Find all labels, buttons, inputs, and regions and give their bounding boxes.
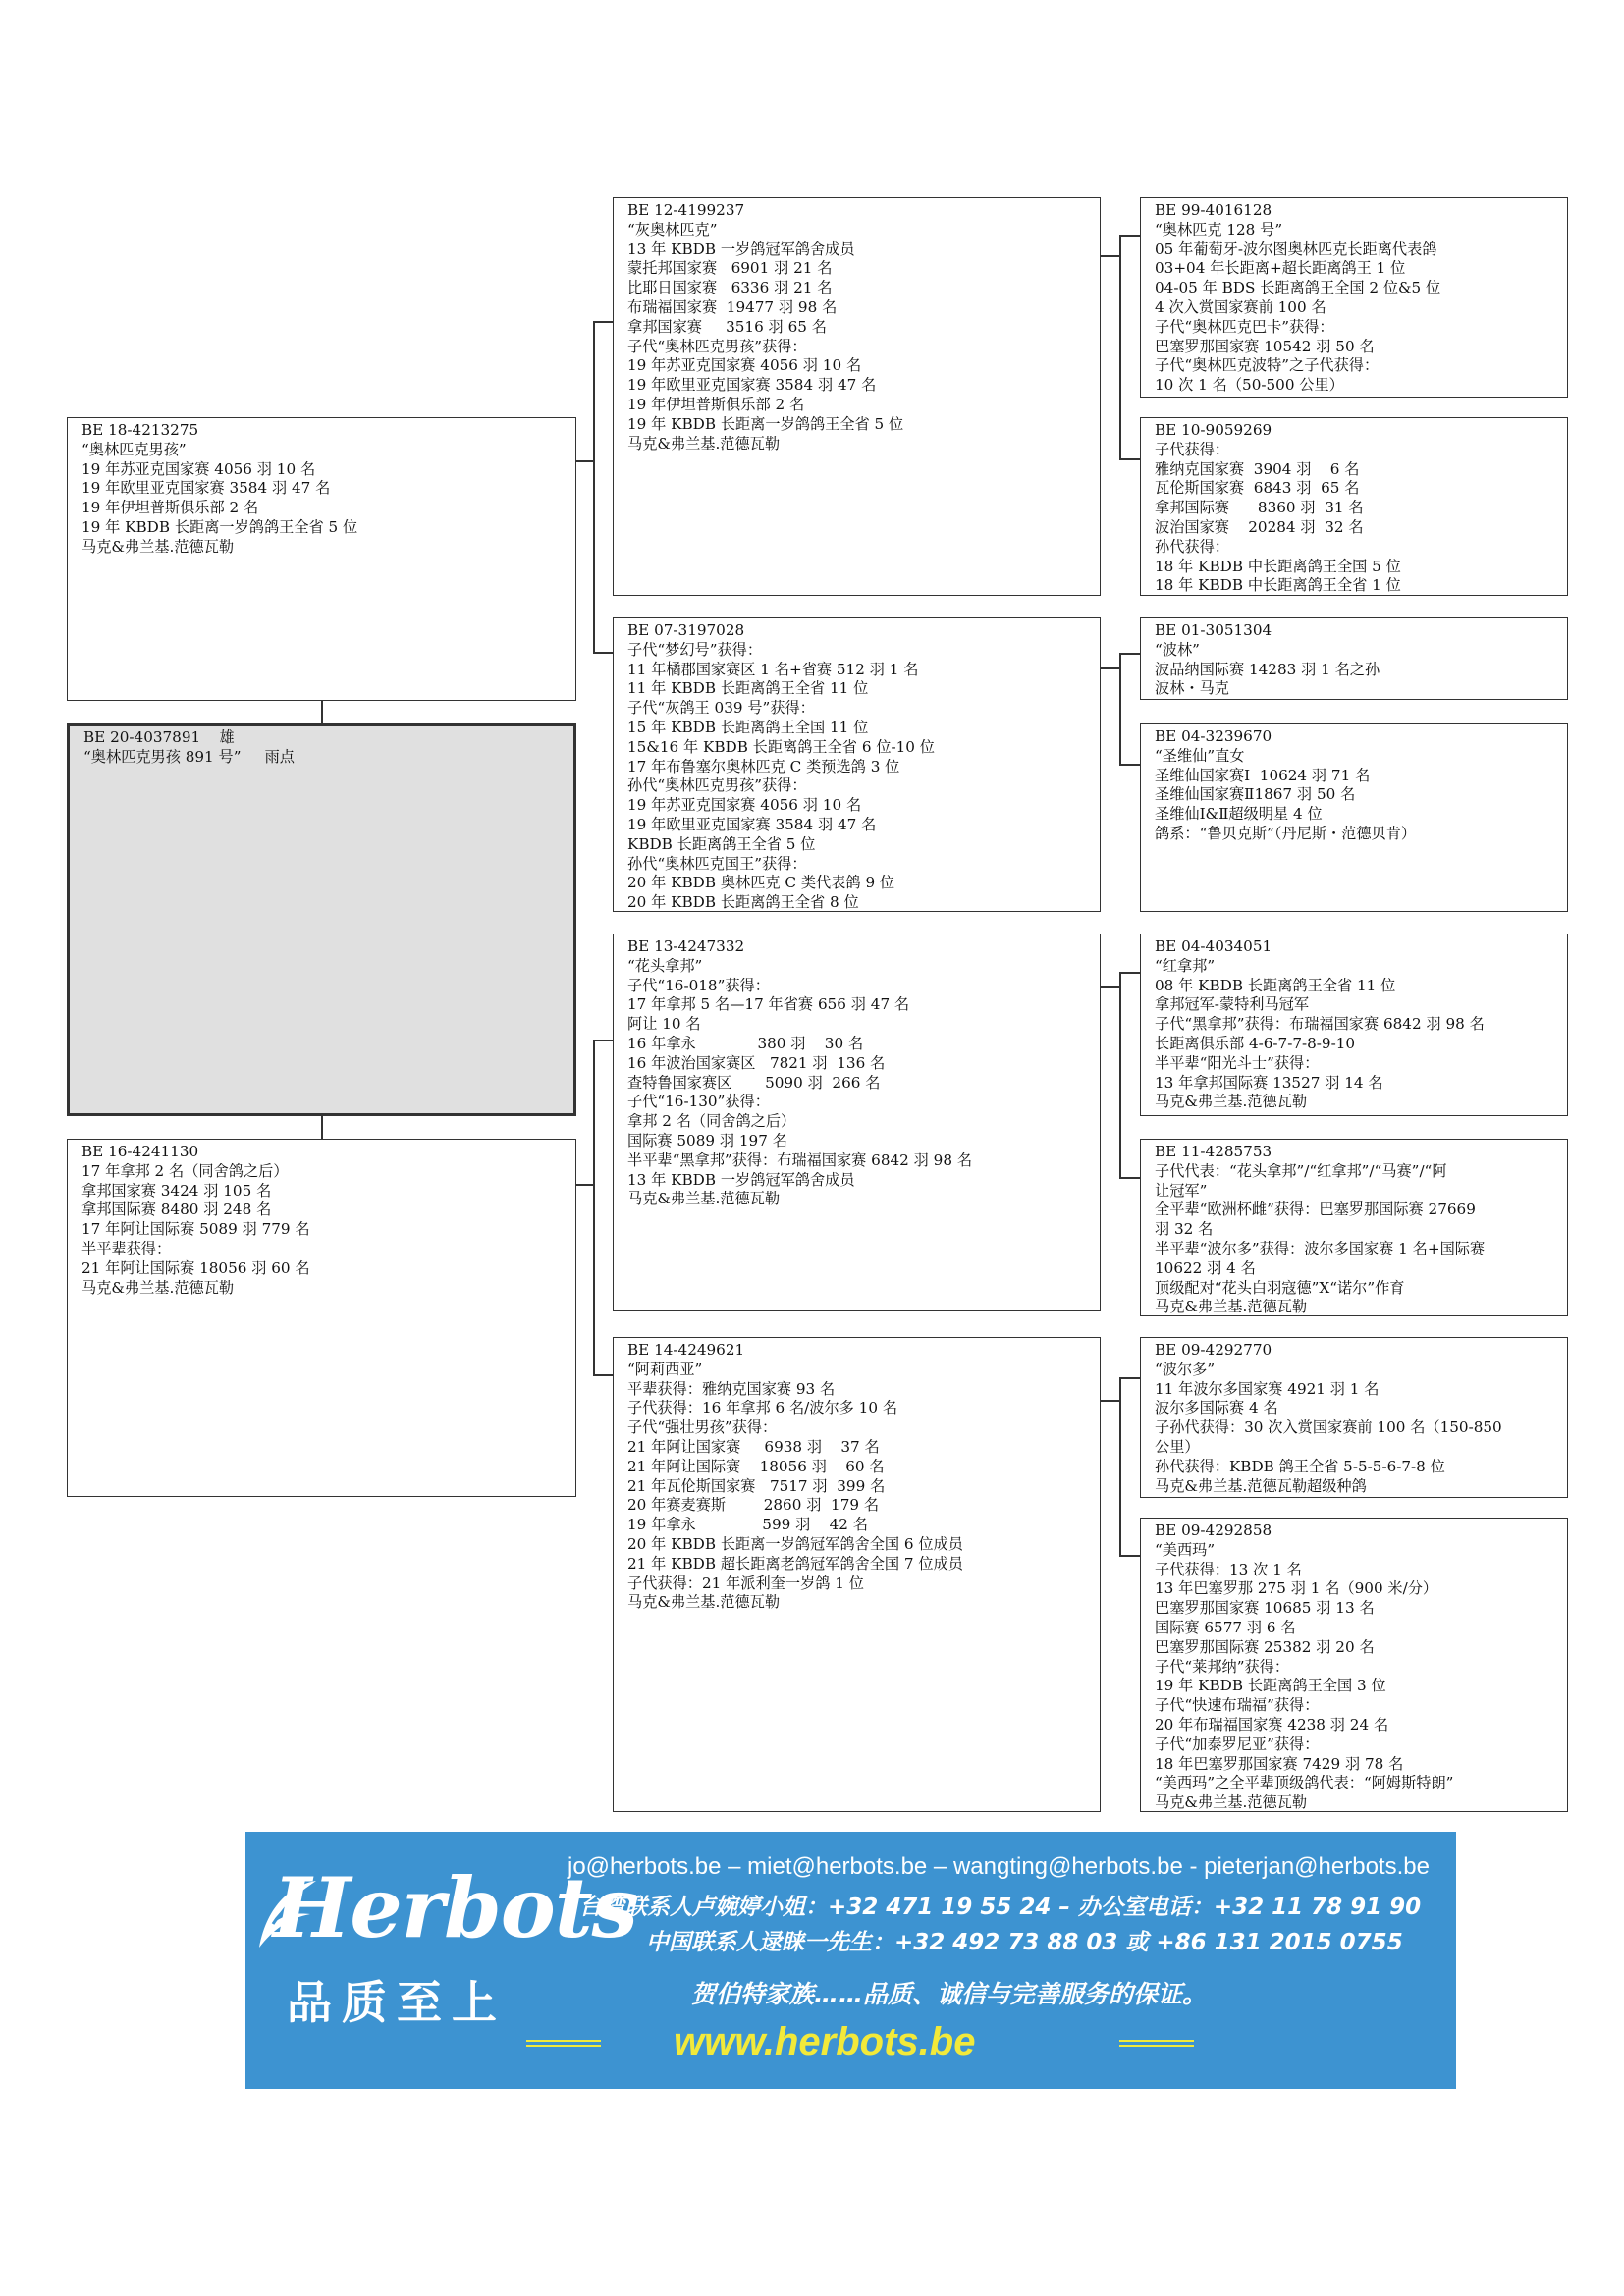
pedigree-line: 19 年 KBDB 长距离一岁鸽鸽王全省 5 位 (81, 517, 358, 536)
pedigree-line: 马克&弗兰基.范德瓦勒 (1155, 1793, 1308, 1812)
pedigree-line: 17 年拿邦 5 名—17 年省赛 656 羽 47 名 (627, 995, 910, 1014)
pedigree-line: 21 年阿让国际赛 18056 羽 60 名 (627, 1457, 885, 1475)
pedigree-line: 波林・马克 (1155, 679, 1229, 698)
pedigree-dam-dam-box (613, 1337, 1101, 1812)
pedigree-sds-box (1140, 617, 1568, 700)
ring-number: BE 13-4247332 (627, 937, 745, 955)
pedigree-line: 半平辈“黑拿邦”获得：布瑞福国家赛 6842 羽 98 名 (627, 1150, 973, 1169)
pedigree-line: “波林” (1155, 640, 1200, 659)
pedigree-line: 子代“16-018”获得： (627, 976, 770, 994)
pedigree-line: 平辈获得：雅纳克国家赛 93 名 (627, 1379, 836, 1398)
connector-line (321, 1116, 323, 1139)
pedigree-line: 瓦伦斯国家赛 6843 羽 65 名 (1155, 479, 1360, 498)
ring-number: BE 10-9059269 (1155, 421, 1272, 439)
ring-number: BE 12-4199237 (627, 201, 745, 219)
pedigree-line: 子代“黑拿邦”获得：布瑞福国家赛 6842 羽 98 名 (1155, 1015, 1485, 1034)
pedigree-line: 长距离俱乐部 4-6-7-7-8-9-10 (1155, 1034, 1356, 1052)
pedigree-line: 羽 32 名 (1155, 1220, 1214, 1239)
pedigree-dss-box (1140, 934, 1568, 1116)
pedigree-dam-sire-box (613, 934, 1101, 1311)
pedigree-line: “红拿邦” (1155, 956, 1216, 975)
connector-line (1119, 764, 1140, 766)
connector-line (1119, 653, 1121, 766)
pedigree-line: 16 年波治国家赛区 7821 羽 136 名 (627, 1053, 886, 1072)
connector-line (1119, 235, 1140, 237)
pedigree-line: 13 年 KBDB 一岁鸽冠军鸽舍成员 (627, 1170, 855, 1189)
connector-line (593, 321, 613, 323)
pedigree-line: 子代“快速布瑞福”获得： (1155, 1696, 1320, 1715)
pedigree-line: 子代“灰鸽王 039 号”获得： (627, 699, 815, 718)
connector-line (593, 1040, 595, 1376)
pedigree-line: 18 年 KBDB 中长距离鸽王全国 5 位 (1155, 557, 1401, 575)
pedigree-line: “波尔多” (1155, 1360, 1216, 1378)
pedigree-subject-box (67, 723, 576, 1116)
pedigree-line: 19 年苏亚克国家赛 4056 羽 10 名 (627, 356, 862, 375)
pedigree-line: 圣维仙Ⅰ&Ⅱ超级明星 4 位 (1155, 805, 1323, 824)
pedigree-line: 13 年拿邦国际赛 13527 羽 14 名 (1155, 1073, 1383, 1092)
pedigree-line: 21 年阿让国家赛 6938 羽 37 名 (627, 1437, 880, 1456)
pedigree-line: 孙代“奥林匹克国王”获得： (627, 854, 807, 873)
connector-line (576, 460, 594, 462)
pedigree-ddd-box (1140, 1518, 1568, 1812)
pedigree-line: 国际赛 6577 羽 6 名 (1155, 1618, 1296, 1636)
pedigree-line: 圣维仙国家赛Ⅱ1867 羽 50 名 (1155, 785, 1356, 804)
pedigree-sire-box (67, 417, 576, 701)
pedigree-line: “花头拿邦” (627, 956, 703, 975)
connector-line (1101, 1400, 1120, 1402)
pedigree-line: 18 年巴塞罗那国家赛 7429 羽 78 名 (1155, 1754, 1404, 1773)
ring-number: BE 18-4213275 (81, 421, 199, 439)
connector-line (1119, 1377, 1121, 1557)
pedigree-line: 拿邦 2 名（同舍鸽之后） (627, 1112, 796, 1131)
website-link[interactable]: www.herbots.be (674, 2020, 976, 2063)
pedigree-line: 21 年阿让国际赛 18056 羽 60 名 (81, 1258, 310, 1277)
pedigree-line: 子代“梦幻号”获得： (627, 640, 763, 659)
pedigree-line: “圣维仙”直女 (1155, 746, 1245, 765)
pedigree-line: 波治国家赛 20284 羽 32 名 (1155, 517, 1364, 536)
connector-line (1119, 1555, 1140, 1557)
pedigree-line: 子代“莱邦纳”获得： (1155, 1657, 1290, 1676)
pedigree-line: 拿邦冠军-蒙特利马冠军 (1155, 995, 1310, 1014)
pedigree-line: 巴塞罗那国家赛 10685 羽 13 名 (1155, 1599, 1375, 1618)
pedigree-line: 19 年欧里亚克国家赛 3584 羽 47 名 (627, 376, 877, 395)
pedigree-line: 08 年 KBDB 长距离鸽王全省 11 位 (1155, 976, 1396, 994)
pedigree-line: 拿邦国际赛 8480 羽 248 名 (81, 1201, 272, 1219)
pedigree-line: 查特鲁国家赛区 5090 羽 266 名 (627, 1073, 881, 1092)
pedigree-line: 13 年 KBDB 一岁鸽冠军鸽舍成员 (627, 240, 855, 258)
pedigree-line: 20 年布瑞福国家赛 4238 羽 24 名 (1155, 1715, 1389, 1734)
pedigree-line: 巴塞罗那国际赛 25382 羽 20 名 (1155, 1637, 1375, 1656)
pedigree-line: 国际赛 5089 羽 197 名 (627, 1131, 787, 1149)
pedigree-line: 子孙代获得：30 次入赏国家赛前 100 名（150-850 (1155, 1418, 1502, 1437)
pedigree-line: 马克&弗兰基.范德瓦勒 (1155, 1093, 1308, 1111)
pedigree-line: 05 年葡萄牙-波尔图奥林匹克长距离代表鸽 (1155, 240, 1437, 258)
pedigree-line: “灰奥林匹克” (627, 220, 718, 239)
pedigree-line: 20 年赛麦赛斯 2860 羽 179 名 (627, 1496, 880, 1515)
pedigree-line: 子代获得：16 年拿邦 6 名/波尔多 10 名 (627, 1399, 898, 1417)
pedigree-line: 子代“16-130”获得： (627, 1093, 770, 1111)
pedigree-line: “美西玛”之全平辈顶级鸽代表：“阿姆斯特朗” (1155, 1774, 1454, 1792)
pedigree-line: 15 年 KBDB 长距离鸽王全国 11 位 (627, 718, 869, 736)
pedigree-line: 马克&弗兰基.范德瓦勒 (1155, 1298, 1308, 1316)
ring-number: BE 07-3197028 (627, 621, 745, 639)
pedigree-line: “奥林匹克男孩 891 号” 雨点 (83, 747, 295, 766)
pedigree-ssd-box (1140, 417, 1568, 596)
pedigree-line: 雅纳克国家赛 3904 羽 6 名 (1155, 459, 1360, 478)
pedigree-line: 17 年布鲁塞尔奥林匹克 C 类预选鸽 3 位 (627, 757, 900, 775)
pedigree-line: 19 年伊坦普斯俱乐部 2 名 (81, 499, 259, 517)
connector-line (1119, 1377, 1140, 1379)
contact-emails[interactable]: jo@herbots.be – miet@herbots.be – wangting@herbots.be - pieterjan@herbots.be (568, 1853, 1430, 1880)
pedigree-line: “奥林匹克男孩” (81, 440, 187, 458)
pedigree-line: 18 年 KBDB 中长距离鸽王全省 1 位 (1155, 576, 1401, 595)
pedigree-line: 拿邦国际赛 8360 羽 31 名 (1155, 499, 1364, 517)
pedigree-line: 17 年拿邦 2 名（同舍鸽之后） (81, 1161, 289, 1180)
pedigree-line: 巴塞罗那国家赛 10542 羽 50 名 (1155, 337, 1375, 355)
pedigree-line: 圣维仙国家赛Ⅰ 10624 羽 71 名 (1155, 766, 1371, 784)
pedigree-line: 17 年阿让国际赛 5089 羽 779 名 (81, 1220, 310, 1239)
pedigree-line: 子代“强壮男孩”获得： (627, 1418, 778, 1437)
pedigree-line: 15&16 年 KBDB 长距离鸽王全省 6 位-10 位 (627, 737, 935, 756)
pedigree-line: 鸽系：“鲁贝克斯”（丹尼斯・范德贝肯） (1155, 824, 1417, 842)
pedigree-line: 20 年 KBDB 长距离一岁鸽冠军鸽舍全国 6 位成员 (627, 1534, 963, 1553)
tagline: 贺伯特家族……品质、诚信与完善服务的保证。 (691, 1980, 1208, 2008)
slogan-text: 品质至上 (287, 1976, 507, 2029)
pedigree-sss-box (1140, 197, 1568, 398)
pedigree-line: 20 年 KBDB 奥林匹克 C 类代表鸽 9 位 (627, 874, 895, 892)
connector-line (1119, 235, 1121, 460)
connector-line (1119, 1177, 1140, 1179)
pedigree-line: 马克&弗兰基.范德瓦勒 (627, 1190, 781, 1208)
ring-number: BE 01-3051304 (1155, 621, 1272, 639)
pedigree-line: 拿邦国家赛 3516 羽 65 名 (627, 317, 827, 336)
pedigree-line: “美西玛” (1155, 1540, 1216, 1559)
pedigree-sdd-box (1140, 723, 1568, 912)
decorative-rule (526, 2040, 601, 2049)
herbots-logo: Herbots (273, 1859, 637, 1956)
pedigree-line: 11 年 KBDB 长距离鸽王全省 11 位 (627, 679, 869, 698)
pedigree-dds-box (1140, 1337, 1568, 1498)
pedigree-line: 孙代获得：KBDB 鸽王全省 5-5-5-6-7-8 位 (1155, 1457, 1445, 1475)
pedigree-line: 马克&弗兰基.范德瓦勒 (81, 1278, 235, 1297)
pedigree-line: 19 年伊坦普斯俱乐部 2 名 (627, 395, 805, 413)
pedigree-line: 波尔多国际赛 4 名 (1155, 1399, 1278, 1417)
pedigree-line: 比耶日国家赛 6336 羽 21 名 (627, 279, 833, 297)
pedigree-line: 10 次 1 名（50-500 公里） (1155, 376, 1344, 395)
pedigree-line: 子代代表：“花头拿邦”/“红拿邦”/“马赛”/“阿 (1155, 1161, 1447, 1180)
pedigree-line: 子代“奥林匹克波特”之子代获得： (1155, 356, 1380, 375)
pedigree-line: 半平辈“阳光斗士”获得： (1155, 1053, 1320, 1072)
ring-number: BE 16-4241130 (81, 1143, 199, 1160)
pedigree-line: 21 年 KBDB 超长距离老鸽冠军鸽舍全国 7 位成员 (627, 1554, 963, 1573)
pedigree-line: KBDB 长距离鸽王全省 5 位 (627, 834, 816, 853)
pedigree-line: 19 年拿永 599 羽 42 名 (627, 1516, 868, 1534)
taiwan-contact: 台湾联系人卢婉婷小姐：+32 471 19 55 24 – 办公室电话：+32 11 78 91 90 (579, 1895, 1422, 1920)
pedigree-line: 子代“奥林匹克男孩”获得： (627, 337, 807, 355)
pedigree-line: 子代“加泰罗尼亚”获得： (1155, 1735, 1320, 1753)
pedigree-line: 20 年 KBDB 长距离鸽王全省 8 位 (627, 893, 859, 912)
ring-number: BE 09-4292858 (1155, 1522, 1272, 1539)
pedigree-line: 蒙托邦国家赛 6901 羽 21 名 (627, 259, 833, 278)
pedigree-line: 公里） (1155, 1437, 1200, 1456)
connector-line (1119, 972, 1140, 974)
ring-number: BE 04-4034051 (1155, 937, 1272, 955)
pedigree-line: 孙代“奥林匹克男孩”获得： (627, 776, 807, 795)
pedigree-line: “奥林匹克 128 号” (1155, 220, 1283, 239)
pedigree-line: 19 年 KBDB 长距离鸽王全国 3 位 (1155, 1677, 1386, 1695)
china-contact: 中国联系人逯睐一先生：+32 492 73 88 03 或 +86 131 2015 0755 (646, 1930, 1403, 1955)
pedigree-line: 马克&弗兰基.范德瓦勒 (627, 1593, 781, 1612)
pedigree-line: 11 年橘郡国家赛区 1 名+省赛 512 羽 1 名 (627, 660, 919, 678)
pedigree-line: 子代“奥林匹克巴卡”获得： (1155, 317, 1334, 336)
pedigree-line: 子代获得： (1155, 440, 1229, 458)
connector-line (593, 1040, 613, 1041)
pedigree-line: 半平辈“波尔多”获得：波尔多国家赛 1 名+国际赛 (1155, 1239, 1486, 1257)
pedigree-line: “阿莉西亚” (627, 1360, 703, 1378)
pedigree-line: 19 年欧里亚克国家赛 3584 羽 47 名 (627, 815, 877, 833)
pedigree-dsd-box (1140, 1139, 1568, 1316)
pedigree-line: 13 年巴塞罗那 275 羽 1 名（900 米/分） (1155, 1579, 1438, 1598)
pedigree-line: 04-05 年 BDS 长距离鸽王全国 2 位&5 位 (1155, 279, 1441, 297)
pedigree-line: 马克&弗兰基.范德瓦勒 (627, 434, 781, 453)
pedigree-line: 19 年欧里亚克国家赛 3584 羽 47 名 (81, 479, 331, 498)
pedigree-line: 半平辈获得： (81, 1239, 172, 1257)
pedigree-line: 阿让 10 名 (627, 1015, 701, 1034)
ring-number: BE 04-3239670 (1155, 727, 1272, 745)
connector-line (1101, 255, 1120, 257)
connector-line (1119, 972, 1121, 1179)
pedigree-dam-box (67, 1139, 576, 1497)
pedigree-line: 16 年拿永 380 羽 30 名 (627, 1034, 864, 1052)
pedigree-line: 让冠军” (1155, 1181, 1208, 1200)
pedigree-line: 19 年苏亚克国家赛 4056 羽 10 名 (81, 459, 316, 478)
pedigree-line: 19 年 KBDB 长距离一岁鸽鸽王全省 5 位 (627, 414, 904, 433)
pedigree-line: 拿邦国家赛 3424 羽 105 名 (81, 1181, 272, 1200)
pedigree-line: 19 年苏亚克国家赛 4056 羽 10 名 (627, 796, 862, 815)
ring-number: BE 20-4037891 雄 (83, 728, 235, 746)
pedigree-sire-sire-box (613, 197, 1101, 596)
pedigree-line: 顶级配对“花头白羽寇德”X“诺尔”作育 (1155, 1278, 1405, 1297)
connector-line (593, 321, 595, 654)
pedigree-line: 21 年瓦伦斯国家赛 7517 羽 399 名 (627, 1476, 886, 1495)
ring-number: BE 99-4016128 (1155, 201, 1272, 219)
pedigree-line: 马克&弗兰基.范德瓦勒超级种鸽 (1155, 1476, 1367, 1495)
connector-line (593, 652, 613, 654)
pedigree-sire-dam-box (613, 617, 1101, 912)
pedigree-line: 子代获得：21 年派利奎一岁鸽 1 位 (627, 1574, 864, 1592)
pedigree-line: 10622 羽 4 名 (1155, 1258, 1256, 1277)
pedigree-line: 4 次入赏国家赛前 100 名 (1155, 297, 1326, 316)
connector-line (593, 1374, 613, 1376)
connector-line (1101, 667, 1120, 669)
connector-line (321, 701, 323, 723)
pedigree-line: 03+04 年长距离+超长距离鸽王 1 位 (1155, 259, 1406, 278)
pedigree-line: 11 年波尔多国家赛 4921 羽 1 名 (1155, 1379, 1380, 1398)
ring-number: BE 09-4292770 (1155, 1341, 1272, 1359)
connector-line (1119, 653, 1140, 655)
connector-line (1101, 986, 1120, 988)
pedigree-line: 孙代获得： (1155, 537, 1229, 556)
pedigree-line: 子代获得：13 次 1 名 (1155, 1560, 1302, 1578)
connector-line (1119, 458, 1140, 460)
ring-number: BE 11-4285753 (1155, 1143, 1272, 1160)
decorative-rule (1119, 2040, 1194, 2049)
pedigree-line: 布瑞福国家赛 19477 羽 98 名 (627, 297, 838, 316)
pedigree-line: 波品纳国际赛 14283 羽 1 名之孙 (1155, 660, 1380, 678)
pedigree-line: 全平辈“欧洲杯雌”获得：巴塞罗那国际赛 27669 (1155, 1201, 1476, 1219)
footer-banner (245, 1832, 1456, 2089)
connector-line (576, 1184, 594, 1186)
ring-number: BE 14-4249621 (627, 1341, 745, 1359)
pedigree-line: 马克&弗兰基.范德瓦勒 (81, 537, 235, 556)
